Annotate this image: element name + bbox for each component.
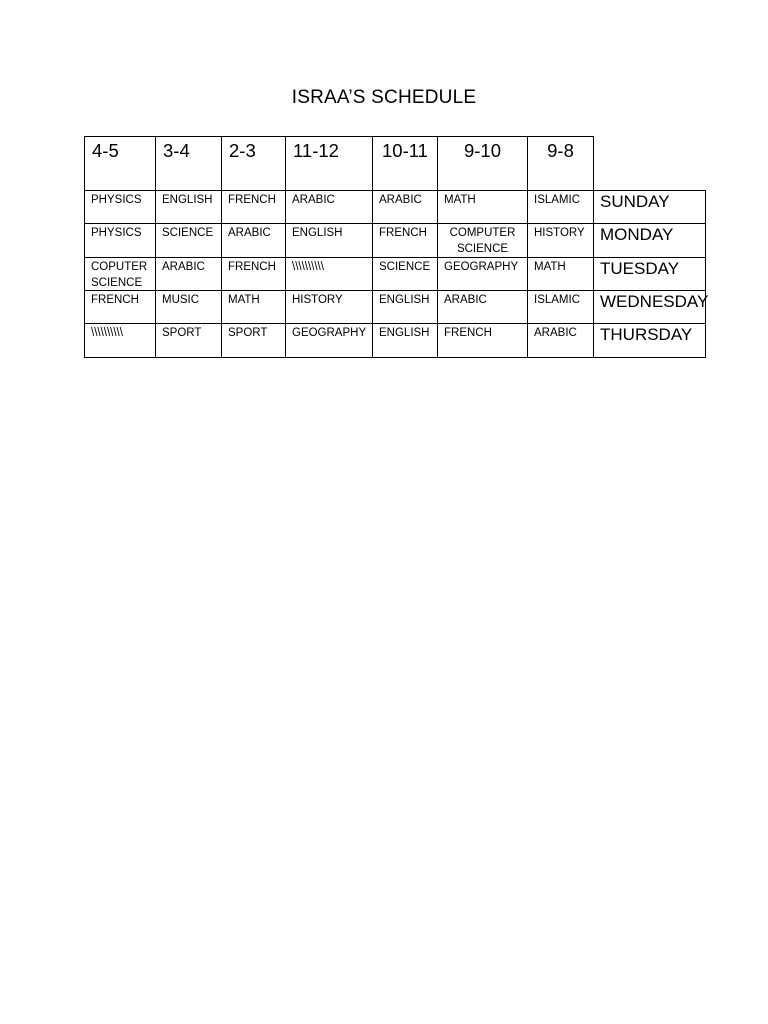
table-border — [84, 357, 706, 358]
table-border — [84, 136, 594, 137]
schedule-cell: GEOGRAPHY — [292, 327, 367, 339]
schedule-cell: PHYSICS — [91, 194, 142, 206]
time-slot-header: 11-12 — [293, 140, 339, 161]
schedule-cell: ARABIC — [444, 294, 487, 306]
schedule-cell: ENGLISH — [292, 227, 343, 239]
schedule-cell: ARABIC — [379, 194, 422, 206]
day-label: WEDNESDAY — [600, 292, 709, 311]
schedule-cell: ENGLISH — [379, 327, 430, 339]
schedule-cell: FRENCH — [228, 194, 276, 206]
schedule-cell: FRENCH — [379, 227, 427, 239]
schedule-cell: SCIENCE — [162, 227, 214, 239]
schedule-cell: FRENCH — [444, 327, 492, 339]
schedule-cell: FRENCH — [91, 294, 139, 306]
time-slot-header: 4-5 — [92, 140, 119, 161]
schedule-cell: ISLAMIC — [534, 194, 581, 206]
table-border — [705, 190, 706, 358]
schedule-cell: MATH — [534, 261, 566, 273]
schedule-cell: COMPUTER SCIENCE — [449, 227, 516, 255]
time-slot-header: 3-4 — [163, 140, 190, 161]
schedule-cell: \\\\\\\\\\ — [91, 327, 123, 339]
schedule-cell: FRENCH — [228, 261, 276, 273]
schedule-cell: COPUTER SCIENCE — [91, 261, 148, 289]
time-slot-header: 9-8 — [547, 140, 574, 161]
schedule-cell: ISLAMIC — [534, 294, 581, 306]
schedule-cell: MUSIC — [162, 294, 200, 306]
schedule-cell: MATH — [444, 194, 476, 206]
schedule-cell: HISTORY — [292, 294, 343, 306]
schedule-cell: HISTORY — [534, 227, 585, 239]
day-label: TUESDAY — [600, 259, 680, 278]
schedule-cell: ENGLISH — [379, 294, 430, 306]
schedule-cell: PHYSICS — [91, 227, 142, 239]
day-label: MONDAY — [600, 225, 674, 244]
schedule-cell: SCIENCE — [379, 261, 431, 273]
time-slot-header: 10-11 — [382, 140, 428, 161]
schedule-cell: ENGLISH — [162, 194, 213, 206]
page-title: ISRAA’S SCHEDULE — [291, 87, 477, 108]
schedule-cell: \\\\\\\\\\ — [292, 261, 324, 273]
schedule-cell: SPORT — [228, 327, 268, 339]
schedule-cell: MATH — [228, 294, 260, 306]
schedule-cell: SPORT — [162, 327, 202, 339]
day-label: THURSDAY — [600, 325, 693, 344]
day-label: SUNDAY — [600, 192, 670, 211]
schedule-cell: ARABIC — [162, 261, 205, 273]
schedule-cell: ARABIC — [534, 327, 577, 339]
schedule-cell: ARABIC — [292, 194, 335, 206]
time-slot-header: 2-3 — [229, 140, 256, 161]
schedule-cell: GEOGRAPHY — [444, 261, 519, 273]
time-slot-header: 9-10 — [463, 140, 502, 161]
schedule-cell: ARABIC — [228, 227, 271, 239]
